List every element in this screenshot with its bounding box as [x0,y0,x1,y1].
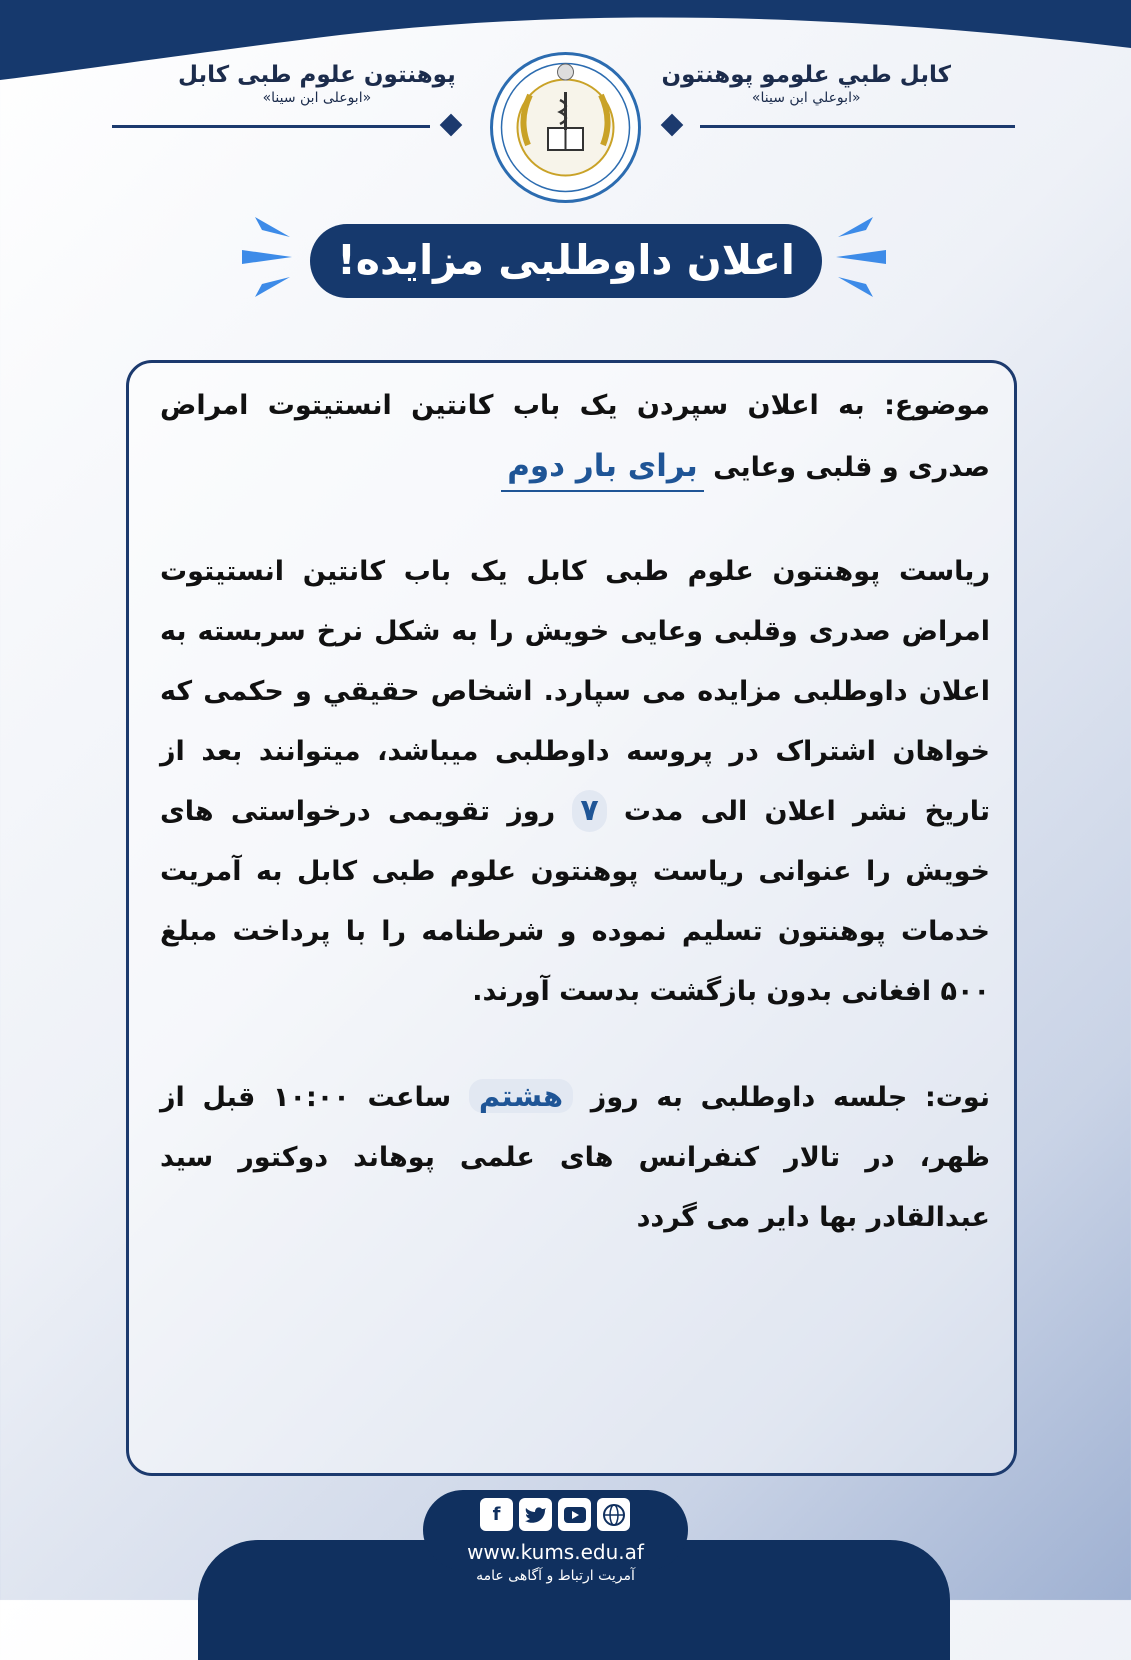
note-paragraph [160,1066,990,1248]
header-left-sub: «ابوعلی ابن سینا» [262,90,372,106]
header-divider-right [700,125,1015,128]
header-university-pashto [661,62,951,106]
burst-decoration-left [240,212,310,302]
body-part1: ریاست پوهنتون علوم طبی کابل یک باب کانتین انستیتوت امراض صدری وقلبی وعایی خویش را به شکل نرخ سربسته به اعلان داوطلبی مزایده می سپارد. اشخاص حقیقي و حکمی که خواهان اشتراک در پروسه داوطلبی میباشد، میتوانند بعد از تاریخ نشر اعلان الی مدت [160,556,991,827]
body-part2: روز تقویمی درخواستی های خویش را عنوانی ریاست پوهنتون علوم طبی کابل به آمریت خدمات پوهنتون تسلیم نموده و شرطنامه را با پرداخت مبلغ ۵۰۰ افغانی بدون بازگشت بدست آورند. [160,796,990,1007]
university-logo [488,50,643,205]
office-name: آمریت ارتباط و آگاهی عامه [476,1568,635,1584]
website-url[interactable]: www.kums.edu.af [467,1540,644,1564]
header-right-sub: «ابوعلي ابن سينا» [751,90,861,106]
youtube-icon[interactable] [558,1498,591,1531]
body-paragraph [160,542,990,1022]
header-left-name: پوهنتون علوم طبی کابل [178,62,456,88]
www-icon[interactable] [597,1498,630,1531]
burst-decoration-right [818,212,888,302]
header-diamond-right [661,114,684,137]
facebook-icon[interactable]: f [480,1498,513,1531]
note-highlight: هشتم [469,1079,573,1113]
subject-highlight: برای بار دوم [501,448,704,492]
header-university-dari [178,62,456,106]
social-icons [480,1498,630,1534]
twitter-icon[interactable] [519,1498,552,1531]
subject-paragraph [160,376,990,498]
header-diamond-left [440,114,463,137]
announcement-content [160,376,990,1248]
subject-text: موضوع: به اعلان سپردن یک باب کانتین انستیتوت امراض صدری و قلبی وعایی [160,390,990,483]
header-divider-left [112,125,430,128]
days-number-badge: ۷ [572,790,606,832]
announcement-title: اعلان داوطلبی مزایده! [310,224,822,298]
note-part1: نوت: جلسه داوطلبی به روز [590,1082,991,1113]
note-part2: ساعت ۱۰:۰۰ قبل از ظهر، در تالار کنفرانس های علمی پوهاند دوکتور سید عبدالقادر بها دایر می گردد [160,1082,990,1233]
header-right-name: کابل طبي علومو پوهنتون [661,62,951,88]
